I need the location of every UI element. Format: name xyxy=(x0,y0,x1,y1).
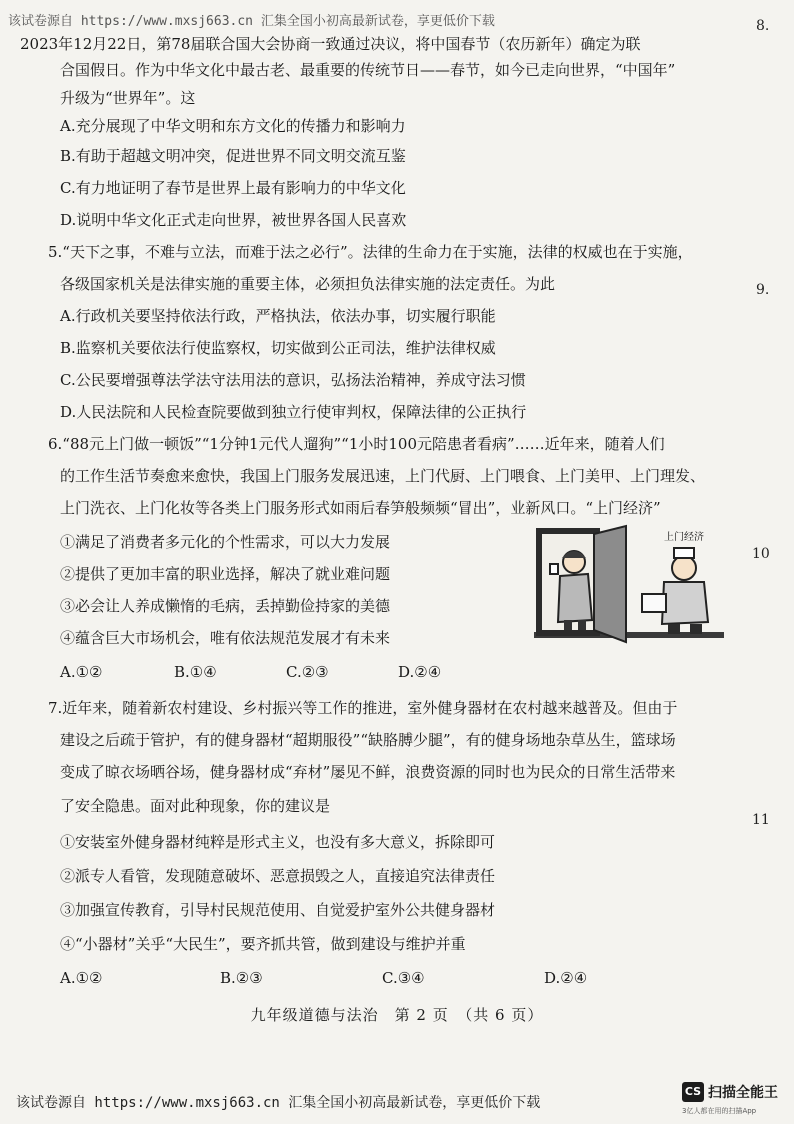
q6-statement-2: ②提供了更加丰富的职业选择，解决了就业难问题 xyxy=(60,565,391,583)
q7-choice-d: D.②④ xyxy=(544,969,588,987)
q5-option-c: C.公民要增强尊法学法守法用法的意识，弘扬法治精神，养成守法习惯 xyxy=(60,371,526,389)
cartoon-label: 上门经济 xyxy=(664,532,704,543)
q4-option-d: D.说明中华文化正式走向世界，被世界各国人民喜欢 xyxy=(60,211,407,229)
q7-line-3: 变成了晾衣场晒谷场，健身器材成“弃材”屡见不鲜，浪费资源的同时也为民众的日常生活带来 xyxy=(60,763,676,781)
watermark-top: 该试卷源自 https://www.mxsj663.cn 汇集全国小初高最新试卷，享更低价下载 xyxy=(8,14,495,29)
q6-choice-a: A.①② xyxy=(60,663,103,681)
camscanner-logo-icon: CS xyxy=(682,1082,704,1102)
q7-line-4: 了安全隐患。面对此种现象，你的建议是 xyxy=(60,797,331,815)
q7-statement-2: ②派专人看管，发现随意破坏、恶意损毁之人，直接追究法律责任 xyxy=(60,867,496,885)
q7-statement-3: ③加强宣传教育，引导村民规范使用、自觉爱护室外公共健身器材 xyxy=(60,901,496,919)
q5-line-1: 5.“天下之事，不难与立法，而难于法之必行”。法律的生命力在于实施，法律的权威也在于实施， xyxy=(48,243,693,261)
q6-statement-3: ③必会让人养成懒惰的毛病，丢掉勤俭持家的美德 xyxy=(60,597,391,615)
margin-number-9: 9. xyxy=(756,282,770,298)
q4-line-2: 合国假日。作为中华文化中最古老、最重要的传统节日——春节，如今已走向世界，“中国年” xyxy=(60,61,676,79)
camscanner-tagline: 3亿人都在用的扫描App xyxy=(682,1107,757,1115)
q7-choice-a: A.①② xyxy=(60,969,103,987)
page-footer: 九年级道德与法治 第 2 页 （共 6 页） xyxy=(250,1006,544,1024)
margin-number-11: 11 xyxy=(752,812,770,828)
q5-line-2: 各级国家机关是法律实施的重要主体，必须担负法律实施的法定责任。为此 xyxy=(60,275,556,293)
q7-choice-b: B.②③ xyxy=(220,969,263,987)
q4-option-a: A.充分展现了中华文明和东方文化的传播力和影响力 xyxy=(60,117,406,135)
q5-option-b: B.监察机关要依法行使监察权，切实做到公正司法，维护法律权威 xyxy=(60,339,496,357)
q4-option-c: C.有力地证明了春节是世界上最有影响力的中华文化 xyxy=(60,179,406,197)
q4-line-3: 升级为“世界年”。这 xyxy=(60,89,196,107)
q6-line-2: 的工作生活节奏愈来愈快，我国上门服务发展迅速，上门代厨、上门喂食、上门美甲、上门理发、 xyxy=(60,467,706,485)
q7-line-1: 7.近年来，随着新农村建设、乡村振兴等工作的推进，室外健身器材在农村越来越普及。但由于 xyxy=(48,699,678,717)
q7-line-2: 建设之后疏于管护，有的健身器材“超期服役”“缺胳膊少腿”，有的健身场地杂草丛生，篮球场 xyxy=(60,731,676,749)
margin-number-10: 10 xyxy=(752,546,770,562)
camscanner-name: 扫描全能王 xyxy=(708,1085,778,1101)
q6-choice-c: C.②③ xyxy=(286,663,329,681)
door-delivery-cartoon xyxy=(534,524,724,650)
q6-line-3: 上门洗衣、上门化妆等各类上门服务形式如雨后春笋般频频“冒出”，业新风口。“上门经济” xyxy=(60,499,661,517)
q6-choice-d: D.②④ xyxy=(398,663,442,681)
q4-option-b: B.有助于超越文明冲突，促进世界不同文明交流互鉴 xyxy=(60,147,406,165)
q7-choice-c: C.③④ xyxy=(382,969,425,987)
q4-line-1: 2023年12月22日，第78届联合国大会协商一致通过决议，将中国春节（农历新年）确定为联 xyxy=(20,35,641,53)
camscanner-brand xyxy=(682,1080,792,1118)
q7-statement-4: ④“小器材”关乎“大民生”，要齐抓共管，做到建设与维护并重 xyxy=(60,935,466,953)
q7-statement-1: ①安装室外健身器材纯粹是形式主义，也没有多大意义，拆除即可 xyxy=(60,833,496,851)
q5-option-d: D.人民法院和人民检查院要做到独立行使审判权，保障法律的公正执行 xyxy=(60,403,527,421)
watermark-bottom: 该试卷源自 https://www.mxsj663.cn 汇集全国小初高最新试卷，享更低价下载 xyxy=(16,1095,541,1111)
q6-statement-4: ④蕴含巨大市场机会，唯有依法规范发展才有未来 xyxy=(60,629,391,647)
q6-statement-1: ①满足了消费者多元化的个性需求，可以大力发展 xyxy=(60,533,391,551)
q6-line-1: 6.“88元上门做一顿饭”“1分钟1元代人遛狗”“1小时100元陪患者看病”……近年来，随着人们 xyxy=(48,435,665,453)
q6-choice-b: B.①④ xyxy=(174,663,217,681)
q5-option-a: A.行政机关要坚持依法行政，严格执法，依法办事，切实履行职能 xyxy=(60,307,496,325)
margin-number-8: 8. xyxy=(756,18,770,34)
